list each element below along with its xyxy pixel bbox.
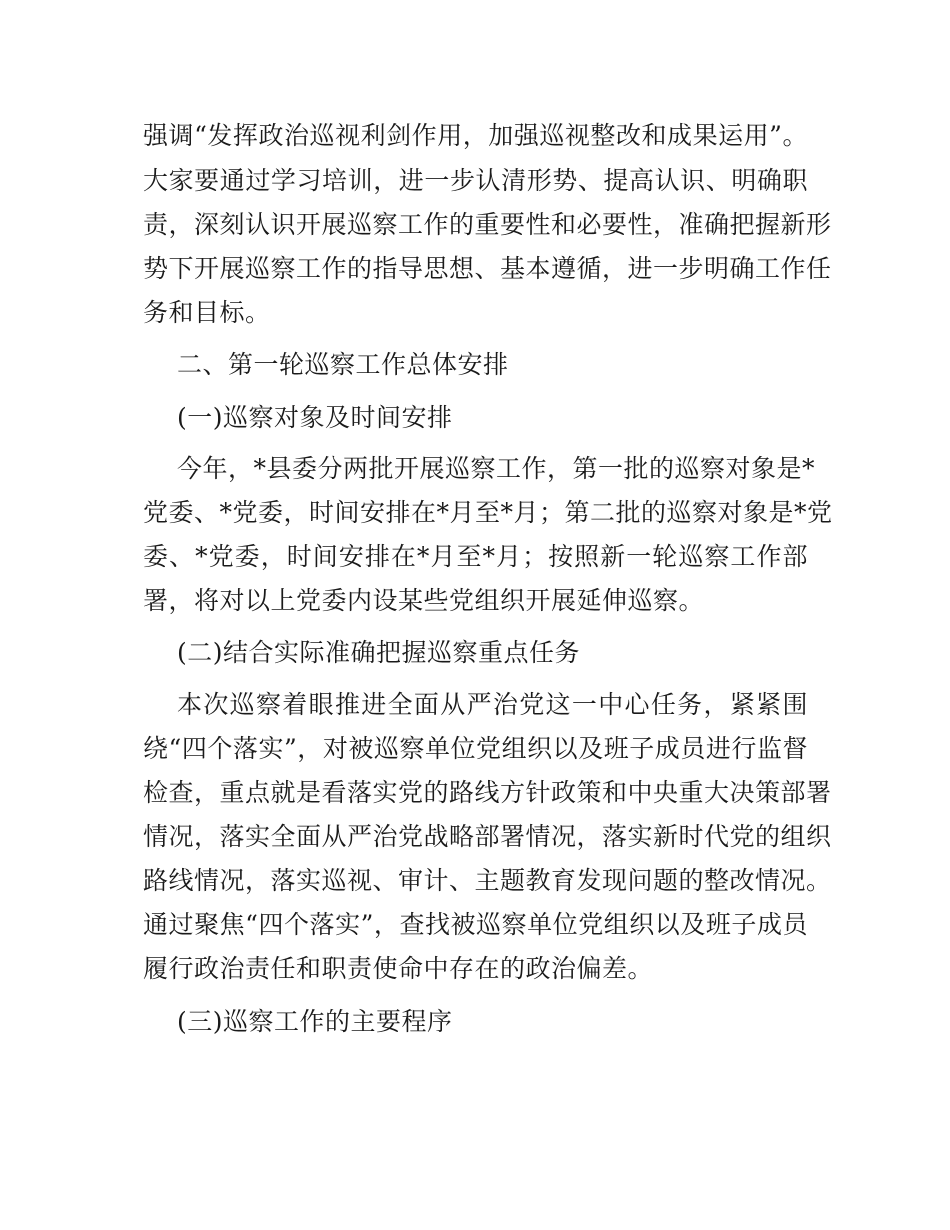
- section-heading: 二、第一轮巡察工作总体安排: [177, 350, 509, 379]
- paragraph-line: 责，深刻认识开展巡察工作的重要性和必要性，准确把握新形: [143, 210, 832, 239]
- subsection-heading: (三)巡察工作的主要程序: [177, 1007, 453, 1036]
- paragraph-line: 通过聚焦“四个落实”，查找被巡察单位党组织以及班子成员: [143, 910, 808, 939]
- paragraph-line: 情况，落实全面从严治党战略部署情况，落实新时代党的组织: [143, 822, 832, 851]
- paragraph-line: 检查，重点就是看落实党的路线方针政策和中央重大决策部署: [143, 778, 832, 807]
- paragraph-line: 履行政治责任和职责使命中存在的政治偏差。: [143, 954, 654, 983]
- paragraph-line: 绕“四个落实”，对被巡察单位党组织以及班子成员进行监督: [143, 734, 808, 763]
- paragraph-line: 委、*党委，时间安排在*月至*月；按照新一轮巡察工作部: [143, 542, 808, 571]
- paragraph-line: 势下开展巡察工作的指导思想、基本遵循，进一步明确工作任: [143, 254, 832, 283]
- paragraph-line: 本次巡察着眼推进全面从严治党这一中心任务，紧紧围: [177, 690, 808, 719]
- subsection-heading: (一)巡察对象及时间安排: [177, 403, 453, 432]
- paragraph-line: 大家要通过学习培训，进一步认清形势、提高认识、明确职: [143, 166, 808, 195]
- paragraph-line: 务和目标。: [143, 298, 271, 327]
- paragraph-line: 党委、*党委，时间安排在*月至*月；第二批的巡察对象是*党: [143, 498, 833, 527]
- paragraph-line: 署，将对以上党委内设某些党组织开展延伸巡察。: [143, 586, 705, 615]
- paragraph-line: 强调“发挥政治巡视利剑作用，加强巡视整改和成果运用”。: [143, 121, 808, 150]
- paragraph-line: 今年，*县委分两批开展巡察工作，第一批的巡察对象是*: [177, 454, 816, 483]
- paragraph-line: 路线情况，落实巡视、审计、主题教育发现问题的整改情况。: [143, 866, 832, 895]
- subsection-heading: (二)结合实际准确把握巡察重点任务: [177, 638, 581, 667]
